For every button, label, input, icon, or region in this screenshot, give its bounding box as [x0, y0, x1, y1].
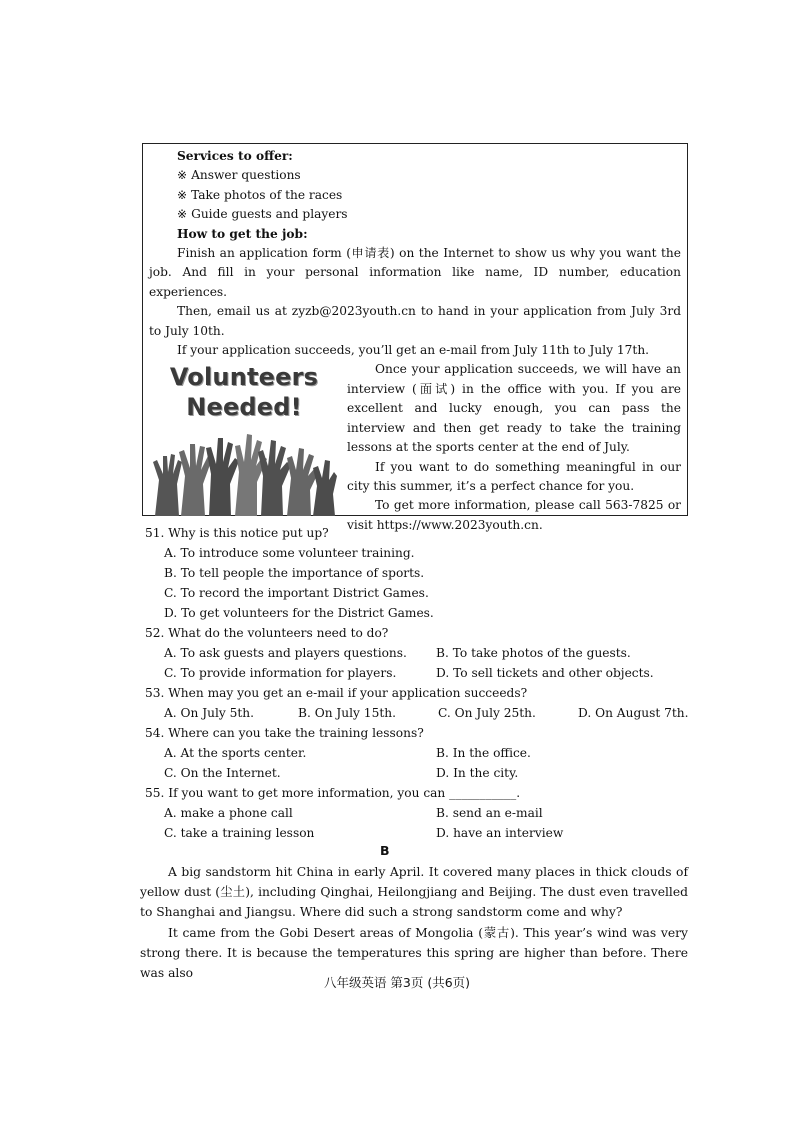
how-heading: How to get the job:	[177, 226, 308, 241]
contact-paragraph: To get more information, please call 563-7825 or visit https://www.2023youth.cn.	[347, 498, 681, 532]
section-b-heading: B	[380, 843, 390, 858]
interview-paragraph: Once your application succeeds, we will have an interview (面试) in the office with you. If you are excellent and lucky enough, you can pass the interview and then get ready to take the training lessons at the sports center at the end of July.	[347, 362, 681, 455]
answer-option[interactable]: D. have an interview	[436, 826, 564, 840]
answer-option[interactable]: C. To provide information for players.	[164, 666, 397, 680]
answer-option[interactable]: C. On July 25th.	[438, 706, 536, 720]
answer-option[interactable]: B. On July 15th.	[298, 706, 396, 720]
answer-option[interactable]: D. To get volunteers for the District Games.	[164, 606, 434, 620]
answer-option[interactable]: C. To record the important District Games.	[164, 586, 429, 600]
answer-option[interactable]: B. send an e-mail	[436, 806, 543, 820]
volunteers-needed-image	[149, 362, 339, 517]
option-row	[145, 823, 690, 843]
reading-passage-b	[140, 862, 688, 983]
option-row	[145, 543, 690, 563]
how-paragraph-3: If your application succeeds, you’ll get an e-mail from July 11th to July 17th.	[177, 343, 650, 358]
question-stem: 51. Why is this notice put up?	[145, 526, 329, 540]
answer-option[interactable]: A. To introduce some volunteer training.	[164, 546, 415, 560]
how-paragraph-2: Then, email us at zyzb@2023youth.cn to hand in your application from July 3rd to July 10th.	[149, 304, 681, 338]
answer-option[interactable]: B. To tell people the importance of sports.	[164, 566, 425, 580]
question-stem: 55. If you want to get more information, you can ___________.	[145, 786, 521, 800]
raised-hands-icon	[151, 428, 337, 516]
answer-option[interactable]: D. In the city.	[436, 766, 519, 780]
question-stem: 52. What do the volunteers need to do?	[145, 626, 389, 640]
answer-option[interactable]: B. To take photos of the guests.	[436, 646, 631, 660]
service-item: ※ Answer questions	[177, 168, 301, 183]
volunteer-notice-box	[142, 143, 688, 532]
answer-option[interactable]: C. take a training lesson	[164, 826, 315, 840]
answer-option[interactable]: D. On August 7th.	[578, 706, 689, 720]
answer-option[interactable]: A. make a phone call	[164, 806, 293, 820]
image-title-line2: Needed!	[186, 393, 302, 422]
answer-option[interactable]: A. To ask guests and players questions.	[164, 646, 407, 660]
image-title-line1: Volunteers	[169, 363, 319, 392]
answer-option[interactable]: B. In the office.	[436, 746, 531, 760]
answer-option[interactable]: C. On the Internet.	[164, 766, 281, 780]
option-row	[145, 663, 690, 683]
option-row	[145, 703, 690, 723]
option-row	[145, 743, 690, 763]
service-item: ※ Guide guests and players	[177, 207, 348, 222]
passage-paragraph: It came from the Gobi Desert areas of Mongolia (蒙古). This year’s wind was very strong there. It is because the temperatures this spring are higher than before. There was also	[140, 925, 688, 981]
passage-paragraph: A big sandstorm hit China in early April. It covered many places in thick clouds of yellow dust (尘土), including Qinghai, Heilongjiang and Beijing. The dust even travelled to Shanghai and Jiangsu. Where did such a strong sandstorm come and why?	[140, 865, 688, 920]
how-paragraph-1: Finish an application form (申请表) on the Internet to show us why you want the job. And fill in your personal information like name, ID number, education experiences.	[149, 246, 681, 299]
option-row	[145, 563, 690, 583]
option-row	[145, 603, 690, 623]
meaningful-paragraph: If you want to do something meaningful in our city this summer, it’s a perfect chance for you.	[347, 459, 681, 493]
question-stem: 53. When may you get an e-mail if your application succeeds?	[145, 686, 528, 700]
option-row	[145, 763, 690, 783]
option-row	[145, 643, 690, 663]
services-heading: Services to offer:	[177, 149, 293, 163]
option-row	[145, 803, 690, 823]
questions-section	[145, 523, 690, 843]
question-stem: 54. Where can you take the training lessons?	[145, 726, 424, 740]
service-item: ※ Take photos of the races	[177, 187, 343, 202]
answer-option[interactable]: A. On July 5th.	[164, 706, 255, 720]
page-footer: 八年级英语 第3页 (共6页)	[323, 975, 471, 990]
option-row	[145, 583, 690, 603]
answer-option[interactable]: A. At the sports center.	[164, 746, 307, 760]
answer-option[interactable]: D. To sell tickets and other objects.	[436, 666, 654, 680]
